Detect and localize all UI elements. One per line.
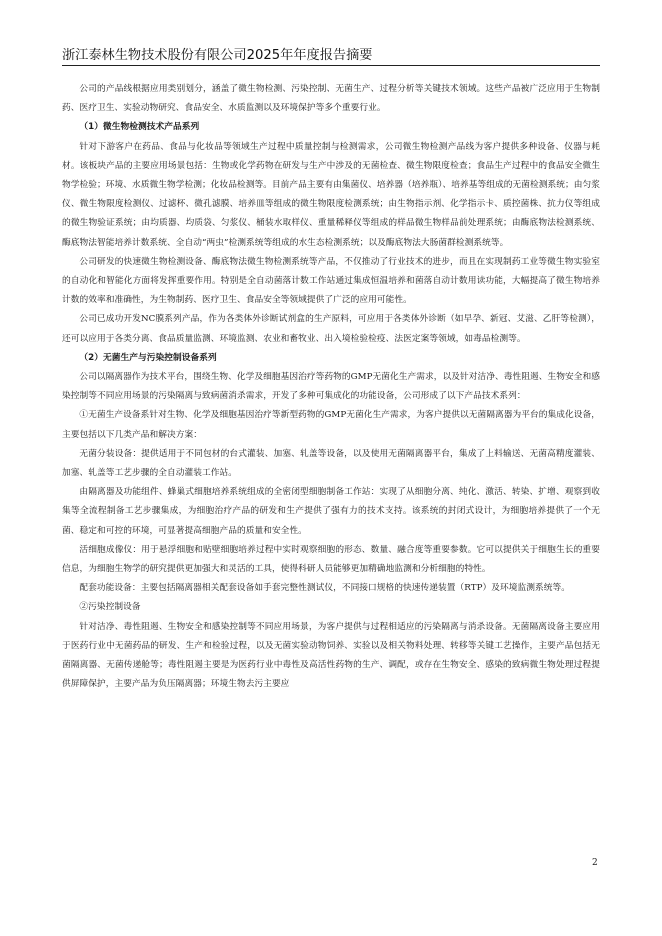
- body-paragraph: 针对下游客户在药品、食品与化妆品等领域生产过程中质量控制与检测需求，公司微生物检测产品线为客户提供多种设备、仪器与耗材。该板块产品的主要应用场景包括：生物或化学药物在研发与生产中涉及的无菌检查、微生物限度检查；食品生产过程中的食品安全微生物学检验；环境、水质微生物学检测；化妆品检测等。目前产品主要有由集菌仪、培养器（培养瓶）、培养基等组成的无菌检测系统；由匀浆仪、微生物限度检测仪、过滤杯、微孔滤膜、培养皿等组成的微生物限度检测系统；由生物指示剂、化学指示卡、质控菌株、抗力仪等组成的微生物验证系统；由均质器、均质袋、匀浆仪、桶装水取样仪、重量稀释仪等组成的样品微生物样品前处理系统；由酶底物法检测系统、酶底物法智能培养计数系统、全自动“两虫”检测系统等组成的水生态检测系统；以及酶底物法大肠菌群检测系统等。: [62, 141, 600, 248]
- section-heading-microbial-detection: （1）微生物检测技术产品系列: [79, 122, 200, 133]
- document-body: [62, 80, 600, 695]
- body-paragraph: 由隔离器及功能组件、蜂巢式细胞培养系统组成的全密闭型细胞制备工作站：实现了从细胞分离、纯化、激活、转染、扩增、观察到收集等全流程制备工艺步骤集成，为细胞治疗产品的研发和生产提供了强有力的技术支持。该系统的封闭式设计，为细胞培养提供了一个无菌、稳定和可控的环境，可显著提高细胞产品的质量和安全性。: [62, 487, 600, 536]
- body-paragraph: 配套功能设备：主要包括隔离器相关配套设备如手套完整性测试仪，不同接口规格的快速传递装置（RTP）及环境监测系统等。: [79, 583, 570, 594]
- body-paragraph: 活细胞成像仪：用于悬浮细胞和贴壁细胞培养过程中实时观察细胞的形态、数量、融合度等重要参数。它可以提供关于细胞生长的重要信息，为细胞生物学的研究提供更加强大和灵活的工具，使得科研人员能够更加精确地监测和分析细胞的特性。: [62, 544, 600, 575]
- page-number: 2: [592, 858, 598, 868]
- header-divider: [62, 65, 600, 66]
- subsection-heading-contamination-control: ②污染控制设备: [79, 602, 141, 613]
- section-heading-aseptic-production: （2）无菌生产与污染控制设备系列: [79, 352, 217, 363]
- report-header-title: 浙江泰林生物技术股份有限公司2025年年度报告摘要: [62, 48, 373, 63]
- intro-paragraph: 公司的产品线根据应用类别划分，涵盖了微生物检测、污染控制、无菌生产、过程分析等关键技术领域。这些产品被广泛应用于生物制药、医疗卫生、实验动物研究、食品安全、水质监测以及环境保护等多个重要行业。: [62, 84, 600, 114]
- body-paragraph: 公司以隔离器作为技术平台，围绕生物、化学及细胞基因治疗等药物的GMP无菌化生产需求，以及针对洁净、毒性阻遏、生物安全和感染控制等不同应用场景的污染隔离与致病菌消杀需求，开发了多种可集成化的功能设备，公司形成了以下产品技术系列：: [62, 372, 600, 402]
- body-paragraph: 公司已成功开发NC膜系列产品，作为各类体外诊断试剂盒的生产原料，可应用于各类体外诊断（如早孕、新冠、艾滋、乙肝等检测），还可以应用于各类分离、食品质量监测、环境监测、农业和畜牧业、出入境检验检疫、法医定案等领域，如毒品检测等。: [62, 314, 600, 344]
- body-paragraph: 无菌分装设备：提供适用于不同包材的台式灌装、加塞、轧盖等设备，以及使用无菌隔离器平台，集成了上料输送、无菌高精度灌装、加塞、轧盖等工艺步骤的全自动灌装工作站。: [62, 448, 600, 479]
- body-paragraph: 公司研发的快速微生物检测设备、酶底物法微生物检测系统等产品，不仅推动了行业技术的进步，而且在实现制药工业等微生物实验室的自动化和智能化方面将发挥重要作用。特别是全自动菌落计数工作站通过集成恒温培养和菌落自动计数用读功能，大幅提高了微生物培养计数的效率和准确性，为生物制药、医疗卫生、食品安全等领域提供了广泛的应用可能性。: [62, 256, 600, 306]
- body-paragraph: ①无菌生产设备系针对生物、化学及细胞基因治疗等新型药物的GMP无菌化生产需求，为客户提供以无菌隔离器为平台的集成化设备，主要包括以下几类产品和解决方案：: [62, 410, 600, 440]
- body-paragraph: 针对洁净、毒性阻遏、生物安全和感染控制等不同应用场景，为客户提供与过程相适应的污染隔离与消杀设备。无菌隔离设备主要应用于医药行业中无菌药品的研发、生产和检验过程，以及无菌实验动物饲养、实验以及相关物料处理、转移等关键工艺操作，主要产品包括无菌隔离器、无菌传递舱等；毒性阻遏主要是为医药行业中毒性及高活性药物的生产、调配，或存在生物安全、感染的致病微生物处理过程提供屏障保护，主要产品为负压隔离器；环境生物去污主要应: [62, 621, 600, 690]
